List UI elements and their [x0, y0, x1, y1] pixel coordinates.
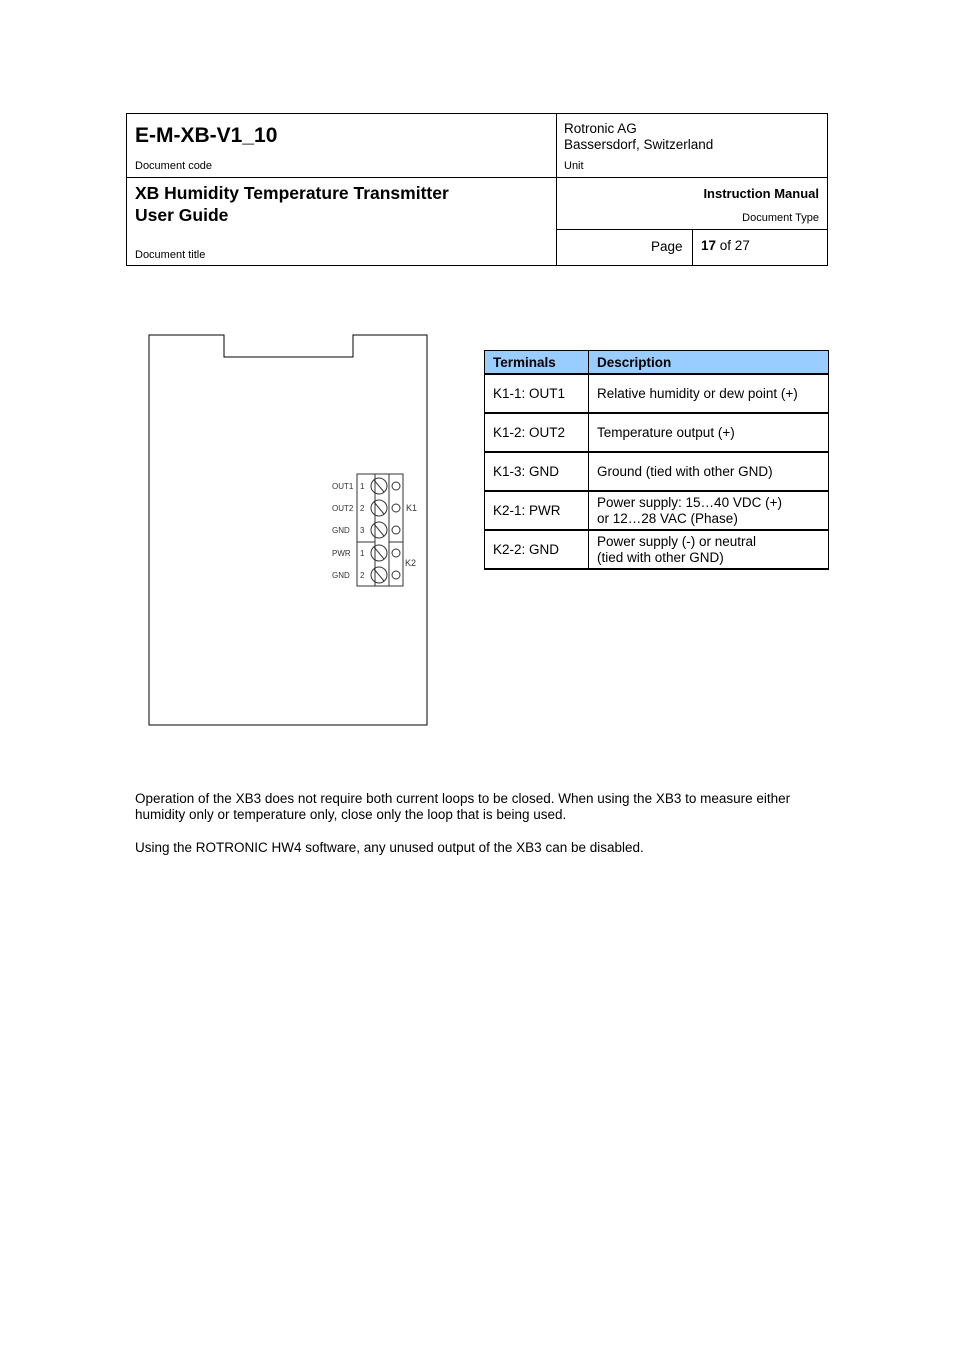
description-cell [589, 530, 829, 569]
terminal-cell: K1-2: OUT2 [485, 413, 589, 452]
led-column-k1 [389, 474, 403, 542]
page-current: 17 [701, 238, 717, 253]
description-text: Power supply: 15…40 VDC (+) [597, 494, 782, 510]
document-type: Instruction Manual [703, 186, 819, 201]
k2-label: K2 [405, 558, 417, 568]
description-text: Relative humidity or dew point (+) [597, 385, 798, 401]
contact-icon [392, 526, 400, 534]
document-header [126, 113, 828, 266]
title-line-2: User Guide [135, 205, 229, 225]
signal-label: OUT1 [332, 482, 354, 491]
page-label: Page [651, 239, 683, 254]
company-line-1: Rotronic AG [564, 121, 637, 136]
pin-number: 1 [360, 482, 365, 491]
paragraph-disable-output: Using the ROTRONIC HW4 software, any unused output of the XB3 can be disabled. [135, 840, 644, 855]
contact-icon [392, 571, 400, 579]
unit-label: Unit [564, 160, 584, 172]
header-divider [556, 114, 557, 266]
table-row [485, 491, 829, 530]
terminal-cell: K1-1: OUT1 [485, 374, 589, 413]
table-row [485, 530, 829, 569]
description-text: Ground (tied with other GND) [597, 463, 773, 479]
signal-label: GND [332, 571, 350, 580]
company-name [564, 121, 713, 153]
pin-number: 1 [360, 549, 365, 558]
signal-label: GND [332, 526, 350, 535]
pin-number: 2 [360, 571, 365, 580]
description-cell [589, 491, 829, 530]
company-line-2: Bassersdorf, Switzerland [564, 137, 714, 152]
signal-label: OUT2 [332, 504, 354, 513]
description-cell [589, 374, 829, 413]
page-total: of 27 [719, 238, 750, 253]
description-cell [589, 413, 829, 452]
pin-number: 3 [360, 526, 365, 535]
terminal-cell: K1-3: GND [485, 452, 589, 491]
header-description: Description [589, 351, 829, 375]
terminal-cell: K2-1: PWR [485, 491, 589, 530]
description-text: Power supply (-) or neutral [597, 533, 757, 549]
title-line-1: XB Humidity Temperature Transmitter [135, 183, 449, 203]
paragraph-current-loops: Operation of the XB3 does not require both current loops to be closed. When using the XB3 to measure either humidity only or temperature only, close only the loop that is being used. [135, 791, 791, 822]
header-terminals: Terminals [485, 351, 589, 375]
description-text: (tied with other GND) [597, 549, 724, 565]
table-row [485, 452, 829, 491]
pin-number: 2 [360, 504, 365, 513]
k1-label: K1 [406, 503, 418, 513]
description-text: Temperature output (+) [597, 424, 735, 440]
document-type-label: Document Type [742, 212, 819, 224]
terminal-cell: K2-2: GND [485, 530, 589, 569]
contact-icon [392, 504, 400, 512]
document-code-label: Document code [135, 160, 213, 172]
page-number [701, 238, 750, 253]
table-row [485, 413, 829, 452]
document-title-label: Document title [135, 249, 206, 261]
description-text: or 12…28 VAC (Phase) [597, 510, 738, 526]
terminals-table [484, 350, 829, 570]
table-header-row [485, 351, 829, 375]
document-title [135, 182, 449, 226]
description-cell [589, 452, 829, 491]
terminal-diagram [148, 334, 430, 727]
contact-icon [392, 549, 400, 557]
contact-icon [392, 482, 400, 490]
signal-label: PWR [332, 549, 351, 558]
board-outline [149, 335, 427, 725]
header-divider [692, 229, 693, 266]
table-row [485, 374, 829, 413]
document-code: E-M-XB-V1_10 [135, 124, 278, 147]
header-divider [127, 177, 827, 178]
